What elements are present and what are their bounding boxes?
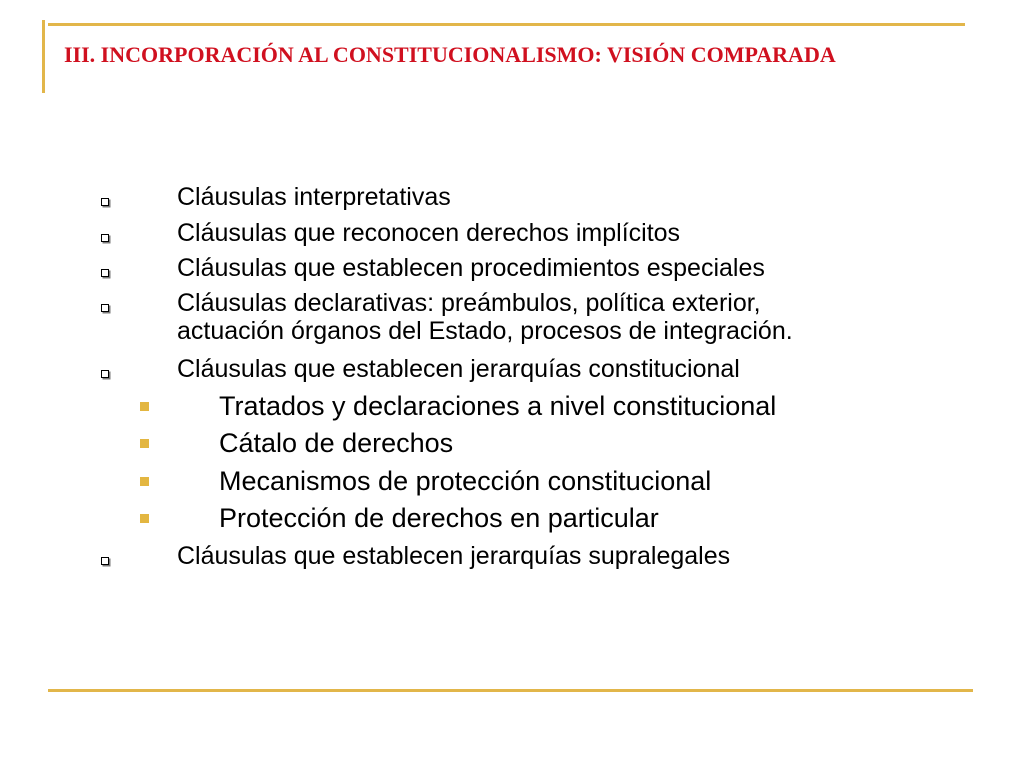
hollow-square-bullet-icon bbox=[101, 370, 109, 378]
sub-bullet-text: Mecanismos de protección constitucional bbox=[219, 466, 712, 496]
bottom-accent-rule bbox=[48, 689, 973, 692]
bullet-text: Cláusulas que establecen jerarquías supralegales bbox=[177, 542, 731, 570]
bullet-text: Cláusulas que establecen procedimientos especiales bbox=[177, 254, 765, 282]
hollow-square-bullet-icon bbox=[101, 269, 109, 277]
sub-bullet-text: Tratados y declaraciones a nivel constitucional bbox=[219, 391, 777, 421]
bullet-text: Cláusulas que reconocen derechos implícitos bbox=[177, 219, 681, 247]
filled-square-bullet-icon bbox=[140, 514, 149, 523]
bullet-text: Cláusulas interpretativas bbox=[177, 183, 451, 211]
hollow-square-bullet-icon bbox=[101, 198, 109, 206]
filled-square-bullet-icon bbox=[140, 402, 149, 411]
filled-square-bullet-icon bbox=[140, 477, 149, 486]
bullet-text: Cláusulas que establecen jerarquías constitucional bbox=[177, 355, 740, 383]
filled-square-bullet-icon bbox=[140, 439, 149, 448]
hollow-square-bullet-icon bbox=[101, 557, 109, 565]
hollow-square-bullet-icon bbox=[101, 304, 109, 312]
slide-title: III. INCORPORACIÓN AL CONSTITUCIONALISMO: VISIÓN COMPARADA bbox=[64, 42, 836, 67]
bullet-text: Cláusulas declarativas: preámbulos, política exterior, bbox=[177, 289, 761, 317]
sub-bullet-text: Cátalo de derechos bbox=[219, 428, 454, 458]
sub-bullet-text: Protección de derechos en particular bbox=[219, 503, 659, 533]
bullet-text-continuation: actuación órganos del Estado, procesos de integración. bbox=[177, 317, 793, 345]
hollow-square-bullet-icon bbox=[101, 234, 109, 242]
